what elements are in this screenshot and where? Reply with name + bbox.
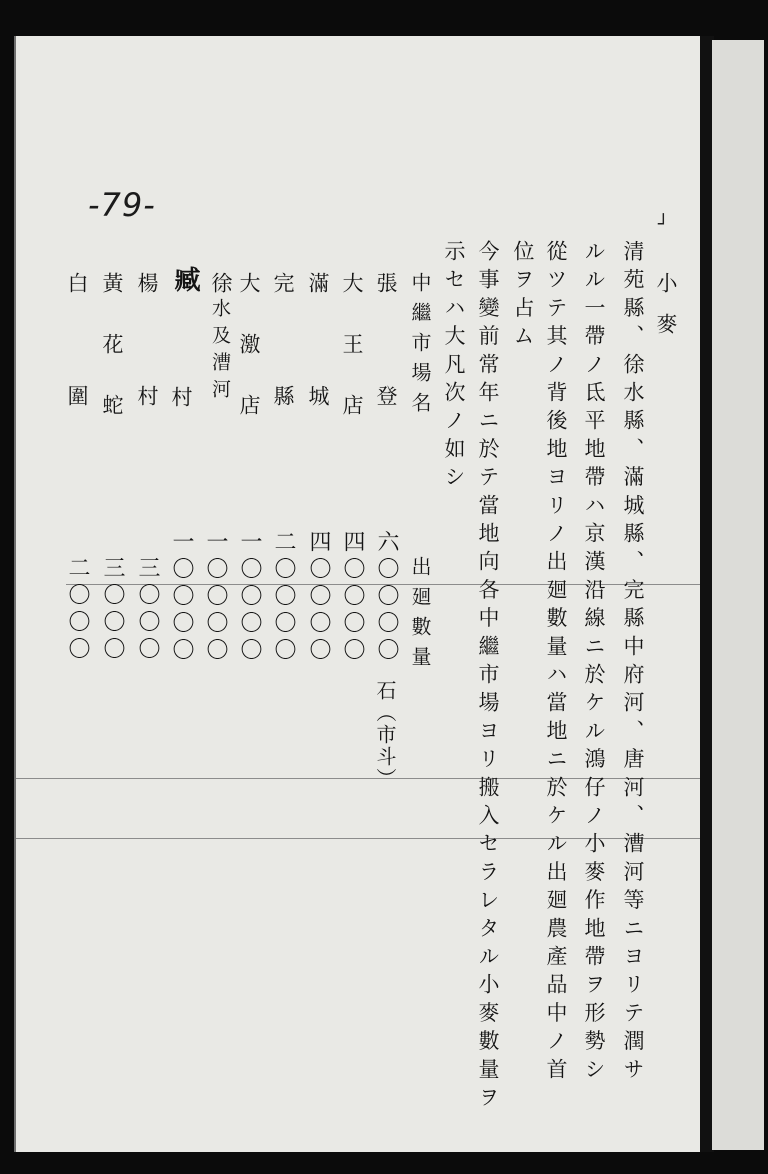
market-name: 楊村 <box>135 272 159 498</box>
market-amount: 三〇〇〇 <box>135 556 160 664</box>
adjacent-page-edge <box>712 40 764 1150</box>
market-name: 村 <box>169 386 193 407</box>
market-amount: 六〇〇〇〇 <box>374 530 399 665</box>
market-amount: 一〇〇〇〇 <box>169 530 194 665</box>
market-name-header: 中繼市場名 <box>408 272 432 422</box>
prose-line-5: 今事變前常年ニ於テ當地向各中繼市場ヨリ搬入セラレタル小麥數量ヲ <box>476 240 500 1115</box>
market-amount: 二〇〇〇〇 <box>271 530 296 665</box>
market-name: 水及漕河 <box>209 298 231 406</box>
market-name: 完縣 <box>271 272 295 498</box>
prose-line-6: 示セハ大凡次ノ如シ <box>442 240 466 494</box>
market-amount: 四〇〇〇〇 <box>340 530 365 665</box>
amount-header: 出廻數量 <box>408 556 432 676</box>
prose-line-4: 位ヲ占ム <box>511 240 535 353</box>
market-name: 大王店 <box>340 272 364 455</box>
market-name: 張登 <box>374 272 398 498</box>
market-amount: 二〇〇〇 <box>65 556 90 664</box>
prose-line-1: 清苑縣、徐水縣、滿城縣、完縣中府河、唐河、漕河等ニヨリテ潤サ <box>621 240 645 1086</box>
market-name: 大激店 <box>237 272 261 455</box>
market-name: 徐 <box>209 272 233 293</box>
market-name-prefix: 臧 <box>170 266 200 292</box>
unit-label: 石（市斗） <box>373 680 397 790</box>
market-amount: 一〇〇〇〇 <box>237 530 262 665</box>
page-number: -79- <box>88 186 156 224</box>
market-name: 滿城 <box>306 272 330 498</box>
section-heading: 小麥 <box>654 272 678 354</box>
market-amount: 一〇〇〇〇 <box>203 530 228 665</box>
prose-line-3: 從ツテ其ノ背後地ヨリノ出廻數量ハ當地ニ於ケル出廻農產品中ノ首 <box>544 240 568 1086</box>
prose-line-2: ルル一帶ノ氐平地帶ハ京漢沿線ニ於ケル鴻仔ノ小麥作地帶ヲ形勢シ <box>582 240 606 1086</box>
market-name: 黃花蛇 <box>100 272 124 455</box>
market-amount: 四〇〇〇〇 <box>306 530 331 665</box>
market-name: 白圍 <box>65 272 89 498</box>
corner-mark: ┘ <box>658 214 669 235</box>
market-amount: 三〇〇〇 <box>100 556 125 664</box>
